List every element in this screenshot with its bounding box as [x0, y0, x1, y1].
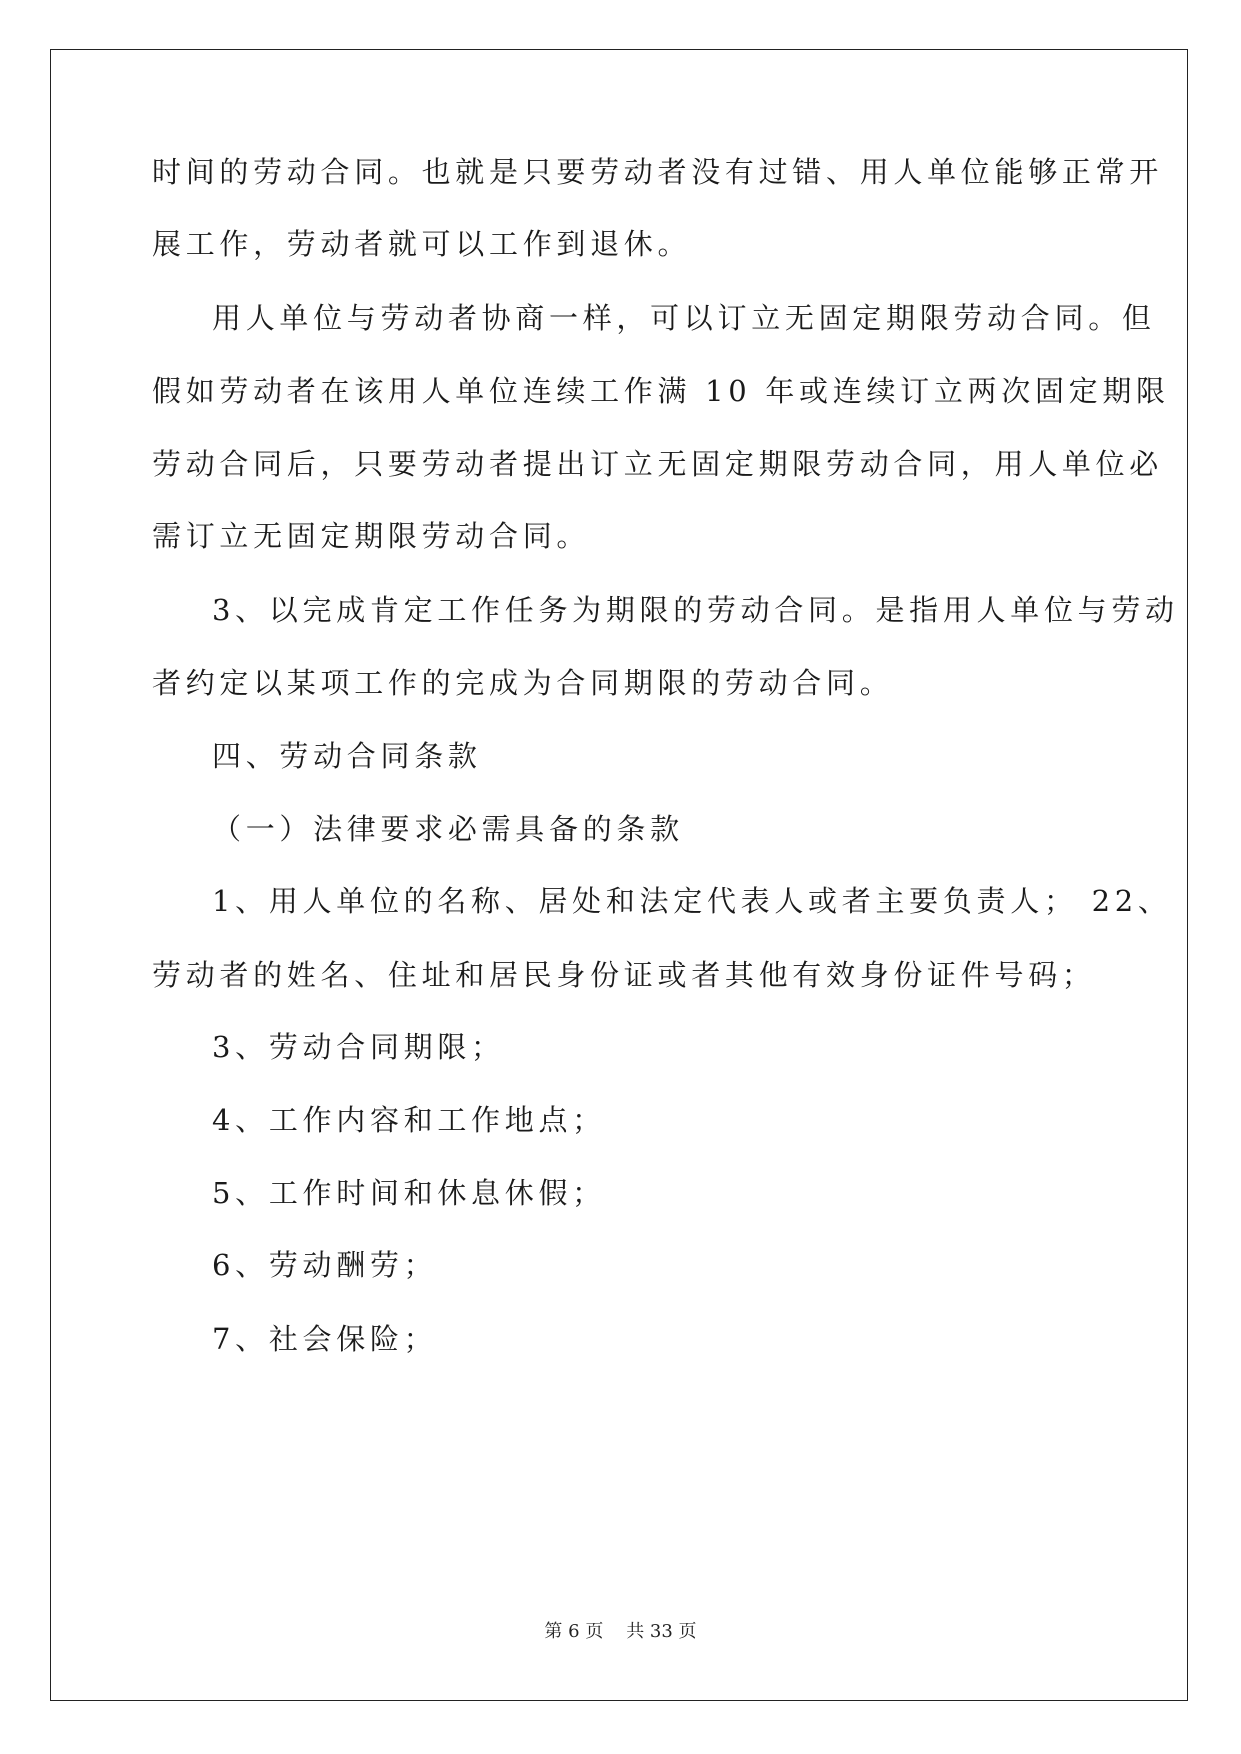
- list-item: 6、劳动酬劳；: [212, 1248, 438, 1282]
- text-line: 假如劳动者在该用人单位连续工作满 10 年或连续订立两次固定期限: [152, 374, 1170, 408]
- text-line: 用人单位与劳动者协商一样，可以订立无固定期限劳动合同。但: [212, 301, 1156, 335]
- subsection-heading: （一）法律要求必需具备的条款: [212, 812, 684, 846]
- text-line: 展工作，劳动者就可以工作到退休。: [152, 227, 692, 261]
- list-item: 5、工作时间和休息休假；: [212, 1176, 606, 1210]
- page-number-footer: 第 6 页 共 33 页: [544, 1621, 697, 1642]
- text-line: 劳动合同后，只要劳动者提出订立无固定期限劳动合同，用人单位必: [152, 447, 1164, 481]
- list-item: 1、用人单位的名称、居处和法定代表人或者主要负责人； 22、: [212, 884, 1172, 918]
- text-line: 3、以完成肯定工作任务为期限的劳动合同。是指用人单位与劳动: [212, 593, 1179, 627]
- list-item: 4、工作内容和工作地点；: [212, 1103, 606, 1137]
- list-item: 3、劳动合同期限；: [212, 1030, 505, 1064]
- list-item: 7、社会保险；: [212, 1322, 438, 1356]
- page-border: [50, 49, 1188, 1701]
- text-line: 需订立无固定期限劳动合同。: [152, 519, 591, 553]
- text-line: 者约定以某项工作的完成为合同期限的劳动合同。: [152, 666, 894, 700]
- text-line: 时间的劳动合同。也就是只要劳动者没有过错、用人单位能够正常开: [152, 155, 1164, 189]
- list-item: 劳动者的姓名、住址和居民身份证或者其他有效身份证件号码；: [152, 958, 1096, 992]
- section-heading: 四、劳动合同条款: [212, 739, 482, 773]
